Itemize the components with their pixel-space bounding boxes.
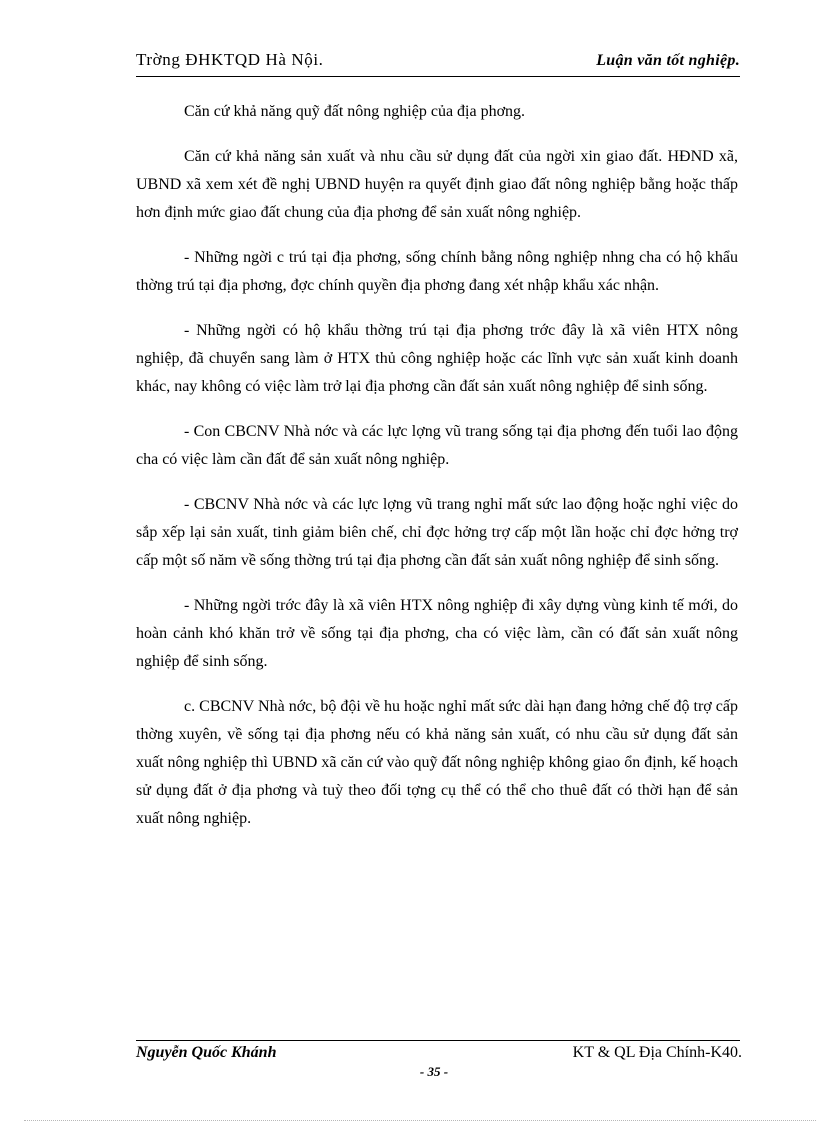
page-edge-divider [24,1120,816,1121]
body-text [136,98,738,850]
paragraph: - Những ngời có hộ khẩu thờng trú tại địa phơng trớc đây là xã viên HTX nông nghiệp, đã chuyển sang làm ở HTX thủ công nghiệp hoặc các lĩnh vực sản xuất kinh doanh khác, nay không có việc làm trở lại địa phơng cần đất sản xuất nông nghiệp để sinh sống. [136,322,738,395]
paragraph: - Con CBCNV Nhà nớc và các lực lợng vũ trang sống tại địa phơng đến tuổi lao động cha có việc làm cần đất để sản xuất nông nghiệp. [136,423,738,468]
header-thesis-label: Luận văn tốt nghiệp. [596,52,740,69]
paragraph: c. CBCNV Nhà nớc, bộ đội về hu hoặc nghỉ mất sức dài hạn đang hởng chế độ trợ cấp thờng xuyên, về sống tại địa phơng nếu có khả năng sản xuất, có nhu cầu sử dụng đất sản xuất nông nghiệp thì UBND xã căn cứ vào quỹ đất nông nghiệp không giao ổn định, kế hoạch sử dụng đất ở địa phơng và tuỳ theo đối tợng cụ thể có thể cho thuê đất có thời hạn để sản xuất nông nghiệp. [136,698,738,827]
footer-author: Nguyễn Quốc Khánh [136,1044,277,1061]
footer-divider [136,1040,740,1041]
paragraph: - Những ngời c trú tại địa phơng, sống chính bằng nông nghiệp nhng cha có hộ khẩu thờng trú tại địa phơng, đợc chính quyền địa phơng đang xét nhập khẩu xác nhận. [136,249,738,294]
paragraph: Căn cứ khả năng quỹ đất nông nghiệp của địa phơng. [184,103,526,120]
paragraph: Căn cứ khả năng sản xuất và nhu cầu sử dụng đất của ngời xin giao đất. HĐND xã, UBND xã xem xét đề nghị UBND huyện ra quyết định giao đất nông nghiệp bằng hoặc thấp hơn định mức giao đất chung của địa phơng để sản xuất nông nghiệp. [136,148,738,221]
footer-department: KT & QL Địa Chính-K40. [572,1044,742,1061]
paragraph: - Những ngời trớc đây là xã viên HTX nông nghiệp đi xây dựng vùng kinh tế mới, do hoàn cảnh khó khăn trở về sống tại địa phơng, cha có việc làm, cần có đất sản xuất nông nghiệp để sinh sống. [136,597,738,670]
header-school: Trờng ĐHKTQD Hà Nội. [136,50,324,69]
paragraph: - CBCNV Nhà nớc và các lực lợng vũ trang nghỉ mất sức lao động hoặc nghỉ việc do sắp xếp lại sản xuất, tinh giảm biên chế, chỉ đợc hởng trợ cấp một lần hoặc chỉ đợc hởng trợ cấp một số năm về sống thờng trú tại địa phơng cần đất sản xuất nông nghiệp để sinh sống. [136,496,738,569]
page-header [136,50,740,77]
page-number: - 35 - [419,1064,449,1079]
